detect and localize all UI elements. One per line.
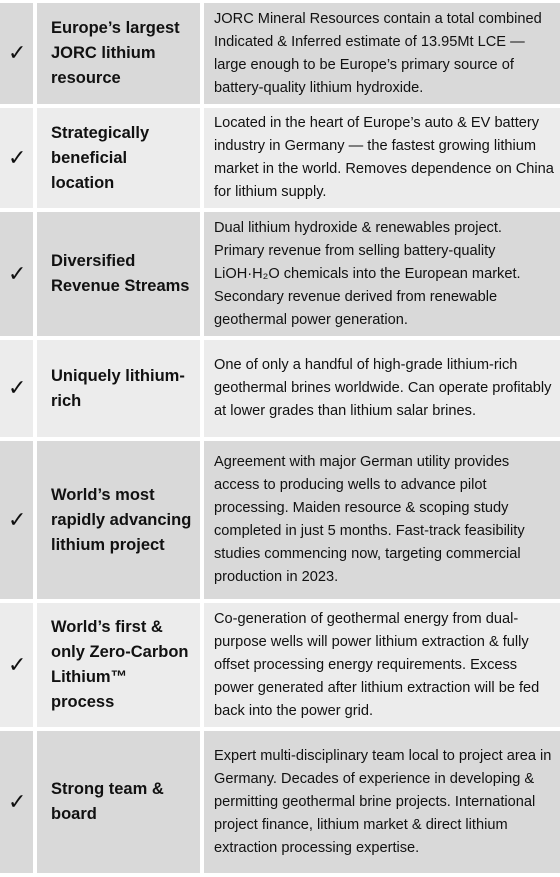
table-row [0,731,560,873]
row-title: Strategically beneficial location [37,108,200,208]
table-row [0,212,560,336]
table-row [0,441,560,599]
table-row [0,3,560,104]
check-icon: ✓ [0,212,33,336]
check-icon: ✓ [0,441,33,599]
check-icon: ✓ [0,108,33,208]
check-icon: ✓ [0,731,33,873]
table-row [0,340,560,437]
check-icon: ✓ [0,603,33,727]
check-icon: ✓ [0,3,33,104]
row-description: Located in the heart of Europe’s auto & EV battery industry in Germany — the fastest growing lithium market in the world. Removes dependence on China for lithium supply. [204,108,560,208]
row-description: Co-generation of geothermal energy from dual-purpose wells will power lithium extraction & fully offset processing energy requirements. Excess power generated after lithium extraction will be fed back into the power grid. [204,603,560,727]
table-row [0,108,560,208]
row-description: JORC Mineral Resources contain a total combined Indicated & Inferred estimate of 13.95Mt LCE — large enough to be Europe’s primary source of battery-quality lithium hydroxide. [204,3,560,104]
row-title: Diversified Revenue Streams [37,212,200,336]
row-description: Expert multi-disciplinary team local to project area in Germany. Decades of experience in developing & permitting geothermal brine projects. International project finance, lithium market & direct lithium extraction processing expertise. [204,731,560,873]
row-description: Dual lithium hydroxide & renewables project. Primary revenue from selling battery-quality LiOH·H₂O chemicals into the European market. Secondary revenue derived from renewable geothermal power generation. [204,212,560,336]
row-description: Agreement with major German utility provides access to producing wells to advance pilot processing. Maiden resource & scoping study completed in just 5 months. Fast-track feasibility studies commencing now, targeting commercial production in 2023. [204,441,560,599]
row-title: Europe’s largest JORC lithium resource [37,3,200,104]
row-title: World’s first & only Zero-Carbon Lithium™ process [37,603,200,727]
row-title: Strong team & board [37,731,200,873]
check-icon: ✓ [0,340,33,437]
row-description: One of only a handful of high-grade lithium-rich geothermal brines worldwide. Can operate profitably at lower grades than lithium salar brines. [204,340,560,437]
row-title: Uniquely lithium-rich [37,340,200,437]
table-row [0,603,560,727]
row-title: World’s most rapidly advancing lithium project [37,441,200,599]
